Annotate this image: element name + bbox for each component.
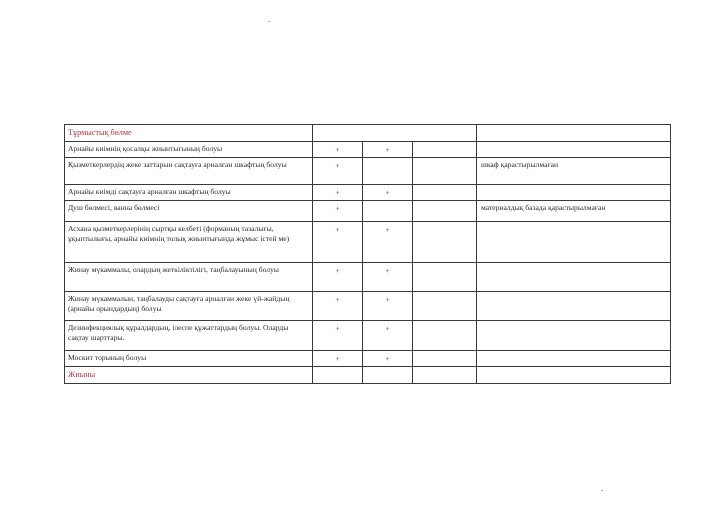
total-label: Жиыны [65,367,313,384]
row-mark-b: + [363,351,413,367]
section-header-note-cell [477,125,671,142]
row-mark-a: + [313,351,363,367]
row-label: Асхана қызметкерлерінің сыртқы келбеті (форманың тазалығы, ұқыптылығы, арнайы киімнің толық жиынтығында жұмыс істей ме) [65,222,313,263]
row-note [477,292,671,321]
row-label: Дезинфекциялық құралдардың, ілеспе құжаттардың болуы. Оларды сақтау шарттары. [65,321,313,351]
row-mark-a: + [313,201,363,222]
row-mark-c [413,142,477,158]
row-mark-a: + [313,222,363,263]
row-note: материалдық базада қарастырылмаған [477,201,671,222]
row-mark-c [413,351,477,367]
row-mark-a: + [313,292,363,321]
table-row [65,351,671,367]
total-cell-b [363,367,413,384]
row-mark-c [413,222,477,263]
row-mark-a: + [313,142,363,158]
row-mark-b: + [363,222,413,263]
row-label: Қызметкерлердің жеке заттарын сақтауға арналған шкафтың болуы [65,158,313,185]
total-row [65,367,671,384]
row-mark-c [413,321,477,351]
table-row [65,222,671,263]
row-mark-c [413,292,477,321]
total-cell-a [313,367,363,384]
row-label: Арнайы киімді сақтауға арналған шкафтың болуы [65,185,313,201]
row-note [477,321,671,351]
section-title: Тұрмыстық бөлме [65,125,313,142]
total-note-cell [477,367,671,384]
inspection-table [64,124,671,384]
table-row [65,201,671,222]
row-note [477,185,671,201]
row-note [477,142,671,158]
section-header-row [65,125,671,142]
row-note: шкаф қарастырылмаған [477,158,671,185]
row-mark-b: + [363,292,413,321]
total-cell-c [413,367,477,384]
row-mark-c [413,158,477,185]
row-mark-c [413,185,477,201]
table-row [65,142,671,158]
row-note [477,263,671,292]
row-note [477,351,671,367]
row-mark-b: + [363,142,413,158]
row-mark-c [413,201,477,222]
table-row [65,292,671,321]
table-row [65,263,671,292]
section-header-empty-cell [313,125,477,142]
row-mark-a: + [313,321,363,351]
row-label: Арнайы киімнің қосалқы жиынтығының болуы [65,142,313,158]
table-row [65,321,671,351]
scan-speck [601,490,603,491]
scan-speck [268,21,270,22]
row-label: Душ бөлмесі, ванна бөлмесі [65,201,313,222]
row-mark-c [413,263,477,292]
row-mark-a: + [313,263,363,292]
row-label: Жинау мүкаммалын, таңбалауды сақтауға арналған жеке үй-жайдың (арнайы орындардың) болуы [65,292,313,321]
row-mark-a: + [313,158,363,185]
row-mark-a: + [313,185,363,201]
row-mark-b [363,201,413,222]
row-mark-b: + [363,185,413,201]
row-mark-b: + [363,263,413,292]
row-label: Москит торының болуы [65,351,313,367]
row-label: Жинау мүкаммалы, олардың жеткіліктілігі, таңбалауының болуы [65,263,313,292]
table-row [65,158,671,185]
table-row [65,185,671,201]
row-mark-b [363,158,413,185]
row-note [477,222,671,263]
row-mark-b: + [363,321,413,351]
